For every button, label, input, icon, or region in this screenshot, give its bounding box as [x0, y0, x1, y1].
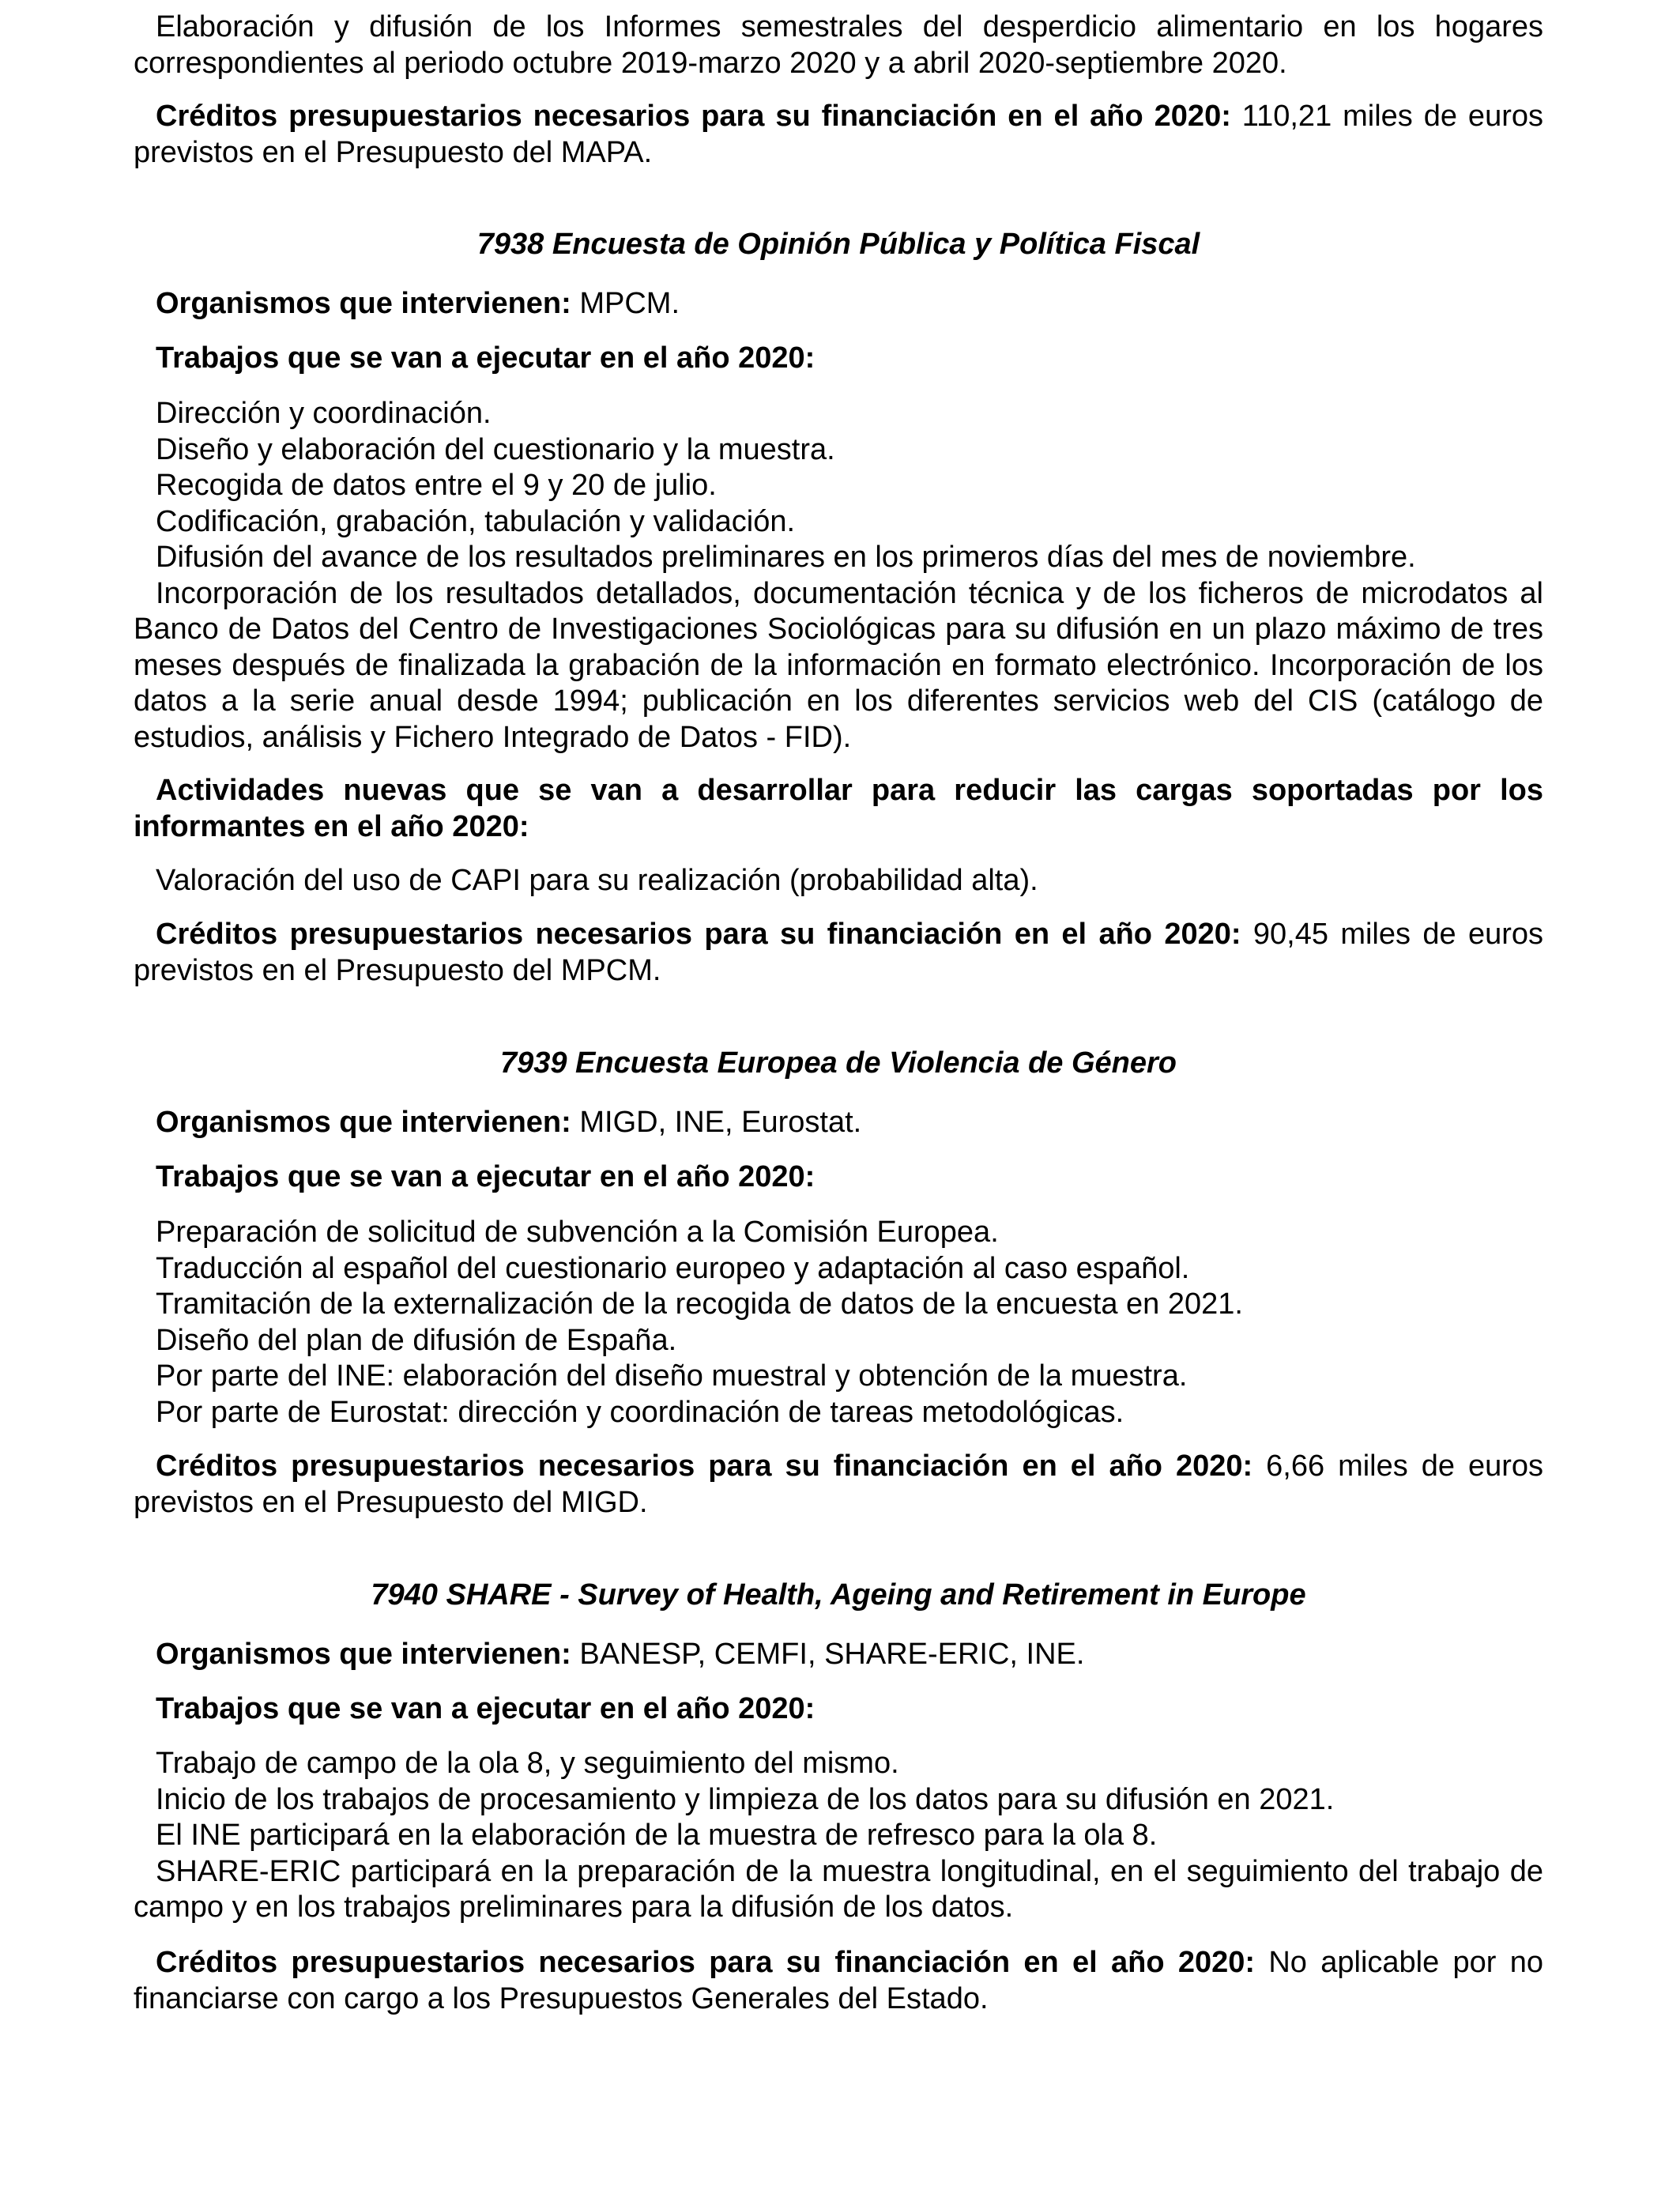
list-item: Diseño del plan de difusión de España. — [156, 1323, 677, 1357]
org-value: MPCM. — [571, 287, 680, 320]
credits-label: Créditos presupuestarios necesarios para su financiación en el año 2020: — [156, 1449, 1253, 1483]
new-activities-value-7938: Valoración del uso de CAPI para su realización (probabilidad alta). — [156, 864, 1038, 897]
section-heading-7939: 7939 Encuesta Europea de Violencia de Género — [499, 1046, 1177, 1080]
list-item: Difusión del avance de los resultados preliminares en los primeros días del mes de noviembre. — [156, 541, 1416, 574]
org-paragraph-7939 — [134, 1105, 1543, 1141]
list-item: Traducción al español del cuestionario europeo y adaptación al caso español. — [156, 1251, 1190, 1285]
works-list-7939 — [134, 1215, 1543, 1431]
list-item: Inicio de los trabajos de procesamiento y limpieza de los datos para su difusión en 2021. — [156, 1782, 1335, 1816]
section-heading-7938: 7938 Encuesta de Opinión Pública y Política Fiscal — [477, 228, 1200, 261]
intro-credits-paragraph — [134, 99, 1543, 171]
list-item: Preparación de solicitud de subvención a la Comisión Europea. — [156, 1216, 999, 1249]
credits-value: 110,21 miles de euros previstos en el Presupuesto del MAPA. — [134, 100, 1543, 169]
works-list-7938 — [134, 396, 1543, 756]
list-item: El INE participará en la elaboración de la muestra de refresco para la ola 8. — [156, 1819, 1158, 1852]
credits-value: 6,66 miles de euros previstos en el Presupuesto del MIGD. — [134, 1449, 1543, 1519]
list-item: Tramitación de la externalización de la recogida de datos de la encuesta en 2021. — [156, 1287, 1243, 1321]
list-item: Trabajo de campo de la ola 8, y seguimiento del mismo. — [156, 1747, 899, 1780]
section-heading-7940: 7940 SHARE - Survey of Health, Ageing and Retirement in Europe — [371, 1578, 1306, 1612]
credits-label: Créditos presupuestarios necesarios para su financiación en el año 2020: — [156, 1946, 1256, 1979]
intro-paragraph: Elaboración y difusión de los Informes semestrales del desperdicio alimentario en los hogares correspondientes al periodo octubre 2019-marzo 2020 y a abril 2020-septiembre 2020. — [134, 10, 1543, 80]
org-paragraph-7940 — [134, 1637, 1543, 1673]
list-item: Incorporación de los resultados detallados, documentación técnica y de los ficheros de microdatos al Banco de Datos del Centro de Investigaciones Sociológicas para su difusión en un plazo máximo de tres meses después de finalizada la grabación de la información en formato electrónico. Incorporación de los datos a la serie anual desde 1994; publicación en los diferentes servicios web del CIS (catálogo de estudios, análisis y Fichero Integrado de Datos - FID). — [134, 576, 1543, 754]
org-label: Organismos que intervienen: — [156, 287, 571, 320]
credits-value: 90,45 miles de euros previstos en el Presupuesto del MPCM. — [134, 918, 1544, 987]
credits-paragraph-7938 — [134, 917, 1543, 989]
list-item: Dirección y coordinación. — [156, 397, 492, 430]
org-value: BANESP, CEMFI, SHARE-ERIC, INE. — [571, 1638, 1085, 1671]
works-label-7940: Trabajos que se van a ejecutar en el año 2020: — [156, 1692, 816, 1725]
org-label: Organismos que intervienen: — [156, 1106, 571, 1139]
credits-label: Créditos presupuestarios necesarios para su financiación en el año 2020: — [156, 100, 1231, 133]
list-item: Por parte de Eurostat: dirección y coordinación de tareas metodológicas. — [156, 1395, 1124, 1429]
org-label: Organismos que intervienen: — [156, 1638, 571, 1671]
works-label-7939: Trabajos que se van a ejecutar en el año 2020: — [156, 1160, 816, 1193]
list-item: Diseño y elaboración del cuestionario y la muestra. — [156, 432, 835, 466]
new-activities-label-7938: Actividades nuevas que se van a desarrollar para reducir las cargas soportadas por los informantes en el año 2020: — [134, 774, 1543, 843]
works-label-7938: Trabajos que se van a ejecutar en el año 2020: — [156, 341, 816, 375]
credits-value: No aplicable por no financiarse con cargo a los Presupuestos Generales del Estado. — [134, 1946, 1543, 2015]
credits-paragraph-7940 — [134, 1945, 1543, 2017]
list-item: Codificación, grabación, tabulación y validación. — [156, 504, 796, 538]
org-paragraph-7938 — [134, 286, 1543, 322]
list-item: SHARE-ERIC participará en la preparación de la muestra longitudinal, en el seguimiento del trabajo de campo y en los trabajos preliminares para la difusión de los datos. — [134, 1854, 1543, 1924]
works-list-7940 — [134, 1746, 1543, 1926]
org-value: MIGD, INE, Eurostat. — [571, 1106, 862, 1139]
credits-label: Créditos presupuestarios necesarios para su financiación en el año 2020: — [156, 918, 1241, 951]
list-item: Recogida de datos entre el 9 y 20 de julio. — [156, 469, 717, 502]
credits-paragraph-7939 — [134, 1449, 1543, 1521]
list-item: Por parte del INE: elaboración del diseño muestral y obtención de la muestra. — [156, 1359, 1188, 1393]
